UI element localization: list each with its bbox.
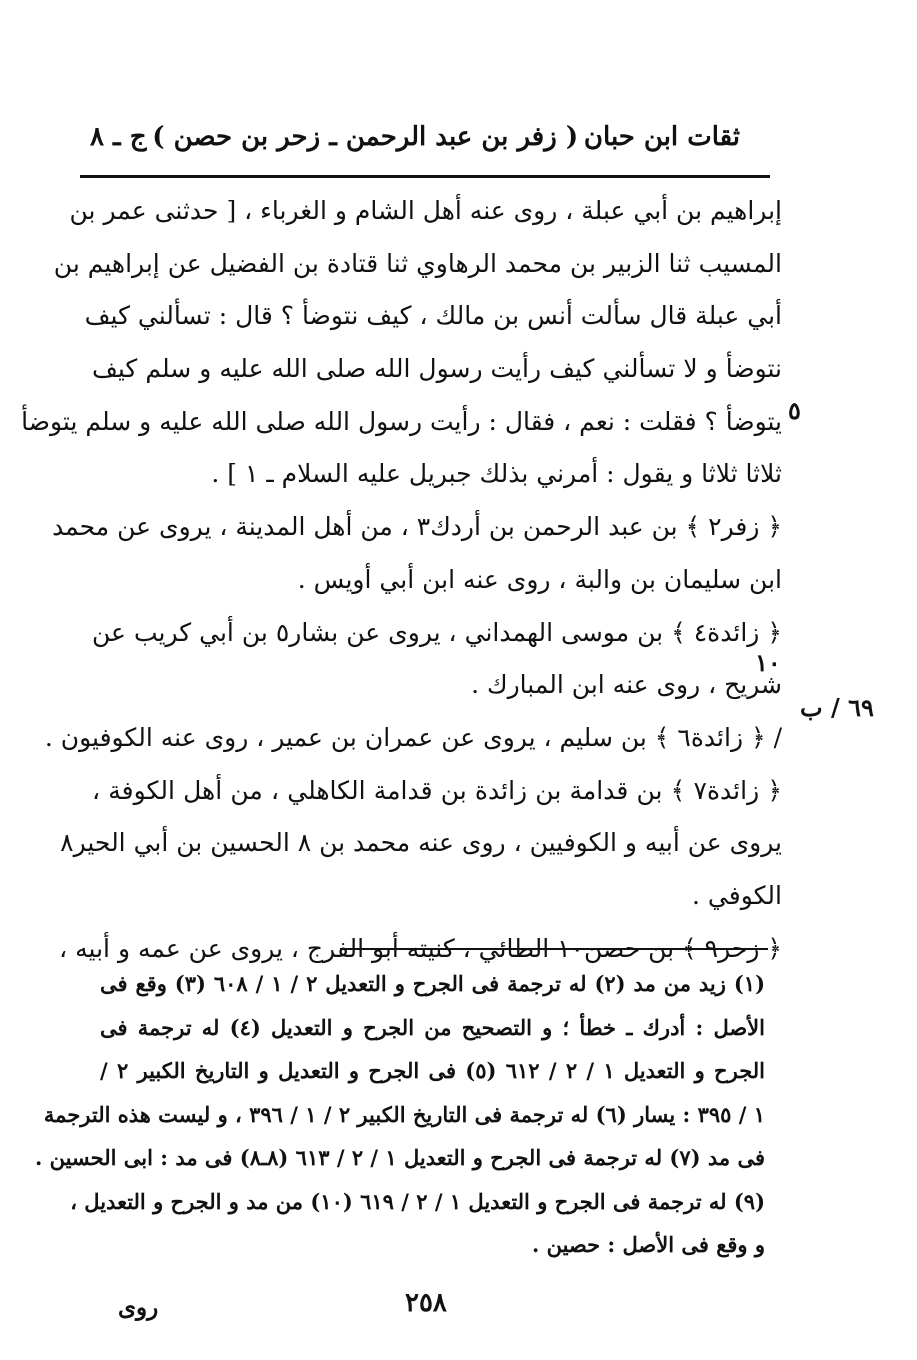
text-line: ثلاثا ثلاثا و يقول : أمرني بذلك جبريل عليه السلام ـ ١ ] . <box>211 459 782 489</box>
entry-zaida-musa: ﴿ زائدة٤ ﴾ بن موسى الهمداني ، يروى عن بشار٥ بن أبي كريب عن <box>92 617 782 647</box>
footnote-line: و وقع فى الأصل : حصين . <box>531 1232 765 1257</box>
entry-zufar: ﴿ زفر٢ ﴾ بن عبد الرحمن بن أردك٣ ، من أهل المدينة ، يروى عن محمد <box>52 512 782 542</box>
entry-zahr: ﴿ زحر٩ ﴾ بن حصن١٠ الطائي ، كنيته أبو الفرج ، يروى عن عمه و أبيه ، <box>59 933 782 963</box>
footnote-line: فى مد (٧) له ترجمة فى الجرح و التعديل ١ / ٢ / ٦١٣ (٨ـ٨) فى مد : ابى الحسين . <box>34 1145 765 1170</box>
footnote-line: ١ / ٣٩٥ : يسار (٦) له ترجمة فى التاريخ الكبير ٢ / ١ / ٣٩٦ ، و ليست هذه الترجمة <box>43 1101 765 1127</box>
footnotes <box>34 962 766 1267</box>
volume-label: ج ـ ٨ <box>90 122 147 152</box>
text-line: يروى عن أبيه و الكوفيين ، روى عنه محمد بن ٨ الحسين بن أبي الحير٨ <box>60 828 782 858</box>
footnote-line: الجرح و التعديل ١ / ٢ / ٦١٢ (٥) فى الجرح و التعديل و التاريخ الكبير ٢ / <box>100 1058 765 1083</box>
manuscript-folio-note: ٦٩ / ب <box>800 693 874 722</box>
text-line: نتوضأ و لا تسألني كيف رأيت رسول الله صلى الله عليه و سلم كيف <box>92 354 782 384</box>
entry-zaida-qudama: ﴿ زائدة٧ ﴾ بن قدامة بن زائدة بن قدامة الكاهلي ، من أهل الكوفة ، <box>92 775 782 805</box>
line-number-10: ١٠ <box>755 648 781 677</box>
page-number: ٢٥٨ <box>405 1288 447 1318</box>
text-line: المسيب ثنا الزبير بن محمد الرهاوي ثنا قتادة بن الفضيل عن إبراهيم بن <box>53 248 782 278</box>
main-text <box>21 185 782 975</box>
printer-signature: روى <box>118 1294 159 1321</box>
footnote-line: (٩) له ترجمة فى الجرح و التعديل ١ / ٢ / ٦١٩ (١٠) من مد و الجرح و التعديل ، <box>70 1188 765 1214</box>
running-header <box>90 112 740 162</box>
header-rule <box>80 175 770 178</box>
text-line: إبراهيم بن أبي عبلة ، روى عنه أهل الشام و الغرباء ، [ حدثنى عمر بن <box>69 196 782 225</box>
footnote-line: (١) زيد من مد (٢) له ترجمة فى الجرح و التعديل ٢ / ١ / ٦٠٨ (٣) وقع فى <box>100 971 766 996</box>
line-number-5: ٥ <box>788 396 801 425</box>
text-line: ابن سليمان بن والبة ، روى عنه ابن أبي أويس . <box>297 564 782 594</box>
text-line: الكوفي . <box>692 880 782 910</box>
entry-range: ( زفر بن عبد الرحمن ـ زحر بن حصن ) <box>152 122 579 152</box>
text-line: شريح ، روى عنه ابن المبارك . <box>471 670 782 700</box>
footnote-line: الأصل : أدرك ـ خطأ ؛ و التصحيح من الجرح و التعديل (٤) له ترجمة فى <box>100 1014 765 1040</box>
entry-zaida-salim: / ﴿ زائدة٦ ﴾ بن سليم ، يروى عن عمران بن عمير ، روى عنه الكوفيون . <box>44 722 782 752</box>
text-line: أبي عبلة قال سألت أنس بن مالك ، كيف نتوضأ ؟ قال : تسألني كيف <box>84 301 782 331</box>
text-line: يتوضأ ؟ فقلت : نعم ، فقال : رأيت رسول الله صلى الله عليه و سلم يتوضأ <box>21 406 782 436</box>
footnote-rule <box>340 948 768 950</box>
book-title: ثقات ابن حبان <box>583 122 740 152</box>
